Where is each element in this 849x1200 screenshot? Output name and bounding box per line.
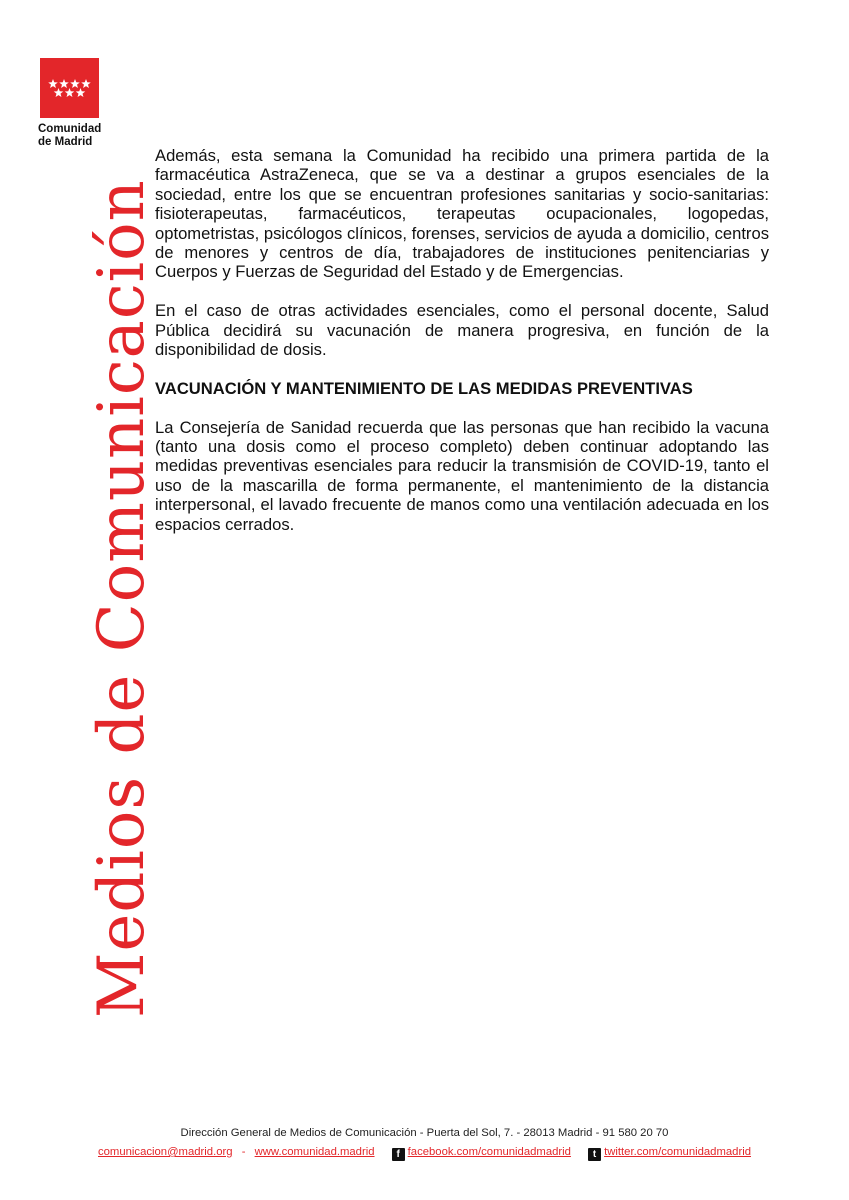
- footer-links: [0, 1146, 849, 1161]
- website-link[interactable]: www.comunidad.madrid: [254, 1146, 375, 1158]
- paragraph-1: Además, esta semana la Comunidad ha recibido una primera partida de la farmacéutica AstraZeneca, que se va a destinar a grupos esenciales de la sociedad, entre los que se encuentran profesiones sanitarias y socio-sanitarias: fisioterapeutas, farmacéuticos, terapeutas ocupacionales, logopedas, optometristas, psicólogos clínicos, forenses, servicios de ayuda a domicilio, centros de menores y centros de día, trabajadores de instituciones penitenciarias y Cuerpos y Fuerzas de Seguridad del Estado y de Emergencias.: [155, 146, 769, 282]
- star-icon: [54, 88, 64, 97]
- paragraph-3: La Consejería de Sanidad recuerda que las personas que han recibido la vacuna (tanto una dosis como el proceso completo) deben continuar adoptando las medidas preventivas esenciales para reducir la transmisión de COVID-19, tanto el uso de la mascarilla de forma permanente, el mantenimiento de la distancia interpersonal, el lavado frecuente de manos como una ventilación adecuada en los espacios cerrados.: [155, 417, 769, 534]
- logo-name-line2: de Madrid: [38, 136, 93, 148]
- star-icon: [59, 79, 69, 88]
- star-icon: [81, 79, 91, 88]
- document-body: [155, 146, 769, 553]
- seven-stars-flag-icon: [40, 58, 99, 118]
- star-icon: [70, 79, 80, 88]
- comunidad-madrid-logo: [40, 58, 99, 118]
- sidebar-title: Medios de Comunicación: [85, 179, 159, 1018]
- section-heading: VACUNACIÓN Y MANTENIMIENTO DE LAS MEDIDAS PREVENTIVAS: [155, 378, 693, 398]
- star-icon: [65, 88, 75, 97]
- facebook-icon: f: [392, 1148, 405, 1161]
- facebook-link[interactable]: facebook.com/comunidadmadrid: [407, 1146, 571, 1158]
- twitter-link[interactable]: twitter.com/comunidadmadrid: [604, 1146, 751, 1158]
- footer-separator: -: [241, 1146, 246, 1158]
- logo-text: [38, 123, 101, 149]
- paragraph-2: En el caso de otras actividades esenciales, como el personal docente, Salud Pública decidirá su vacunación de manera progresiva, en función de la disponibilidad de dosis.: [155, 301, 769, 360]
- logo-name-line1: Comunidad: [38, 123, 102, 135]
- star-icon: [48, 79, 58, 88]
- star-icon: [76, 88, 86, 97]
- twitter-icon: t: [588, 1148, 601, 1161]
- email-link[interactable]: comunicacion@madrid.org: [98, 1146, 233, 1158]
- footer-address: Dirección General de Medios de Comunicación - Puerta del Sol, 7. - 28013 Madrid - 91 580 20 70: [180, 1127, 669, 1139]
